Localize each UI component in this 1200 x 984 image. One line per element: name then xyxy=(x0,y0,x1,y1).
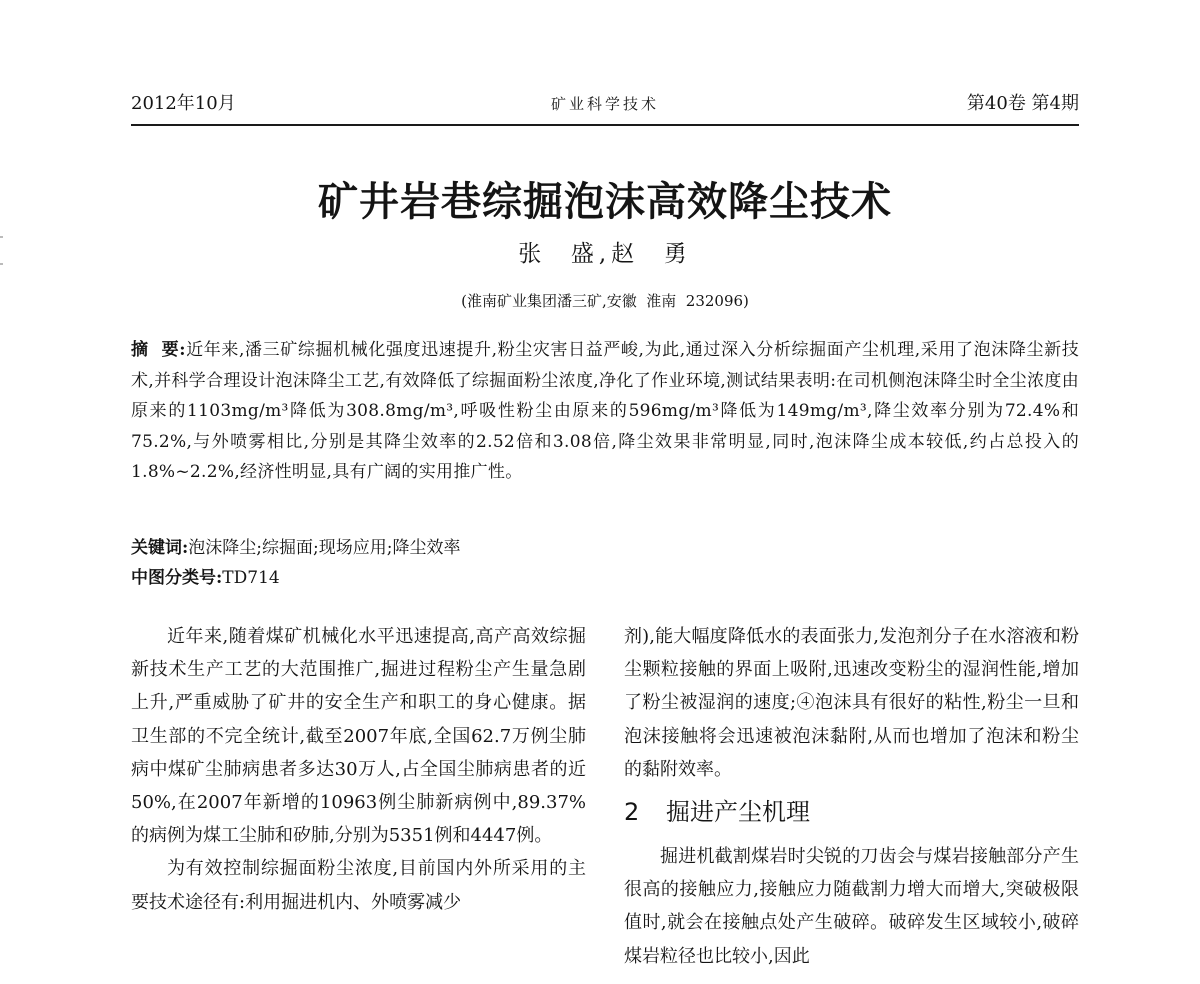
keywords-text: 泡沫降尘;综掘面;现场应用;降尘效率 xyxy=(188,538,461,558)
header-date: 2012年10月 xyxy=(131,93,236,114)
body-paragraph: 剂),能大幅度降低水的表面张力,发泡剂分子在水溶液和粉尘颗粒接触的界面上吸附,迅速改变粉尘的湿润性能,增加了粉尘被湿润的速度;④泡沫具有很好的粘性,粉尘一旦和泡沫接触将会迅速被泡沫黏附,从而也增加了泡沫和粉尘的黏附效率。 xyxy=(624,626,1079,780)
abstract xyxy=(131,335,1079,488)
keywords xyxy=(131,534,1079,562)
header-divider xyxy=(131,124,1079,126)
body-column-right xyxy=(624,620,1079,973)
article-title: 矿井岩巷综掘泡沫高效降尘技术 xyxy=(318,178,892,225)
article-authors: 张 盛,赵 勇 xyxy=(518,241,692,267)
classification-label: 中图分类号: xyxy=(131,568,223,588)
section-number: 2 xyxy=(624,798,640,827)
body-paragraph: 掘进机截割煤岩时尖锐的刀齿会与煤岩接触部分产生很高的接触应力,接触应力随截割力增大而增大,突破极限值时,就会在接触点处产生破碎。破碎发生区域较小,破碎煤岩粒径也比较小,因此 xyxy=(624,846,1079,967)
body-paragraph: 近年来,随着煤矿机械化水平迅速提高,高产高效综掘新技术生产工艺的大范围推广,掘进过程粉尘产生量急剧上升,严重威胁了矿井的安全生产和职工的身心健康。据卫生部的不完全统计,截至2007年底,全国62.7万例尘肺病中煤矿尘肺病患者多达30万人,占全国尘肺病患者的近50%,在2007年新增的10963例尘肺新病例中,89.37%的病例为煤工尘肺和矽肺,分别为5351例和4447例。 xyxy=(131,626,586,847)
edge-mark xyxy=(0,263,3,265)
classification-text: TD714 xyxy=(222,568,280,588)
abstract-text: 近年来,潘三矿综掘机械化强度迅速提升,粉尘灾害日益严峻,为此,通过深入分析综掘面产尘机理,采用了泡沫降尘新技术,并科学合理设计泡沫降尘工艺,有效降低了综掘面粉尘浓度,净化了作业环境,测试结果表明:在司机侧泡沫降尘时全尘浓度由原来的1103mg/m³降低为308.8mg/m³,呼吸性粉尘由原来的596mg/m³降低为149mg/m³,降尘效率分别为72.4%和75.2%,与外喷雾相比,分别是其降尘效率的2.52倍和3.08倍,降尘效果非常明显,同时,泡沫降尘成本较低,约占总投入的1.8%~2.2%,经济性明显,具有广阔的实用推广性。 xyxy=(131,340,1079,483)
section-heading xyxy=(624,788,1079,836)
classification-number xyxy=(131,564,1079,592)
section-title: 掘进产尘机理 xyxy=(666,798,810,827)
edge-mark xyxy=(0,236,3,238)
header-journal-name: 矿业科学技术 xyxy=(550,95,659,113)
abstract-label: 摘 要: xyxy=(131,340,186,360)
keywords-label: 关键词: xyxy=(131,538,189,558)
body-column-left xyxy=(131,620,586,919)
article-affiliation: (淮南矿业集团潘三矿,安徽 淮南 232096) xyxy=(461,292,749,310)
body-paragraph: 为有效控制综掘面粉尘浓度,目前国内外所采用的主要技术途径有:利用掘进机内、外喷雾减少 xyxy=(131,858,586,913)
header-issue: 第40卷 第4期 xyxy=(966,93,1079,114)
running-header xyxy=(131,92,1079,120)
